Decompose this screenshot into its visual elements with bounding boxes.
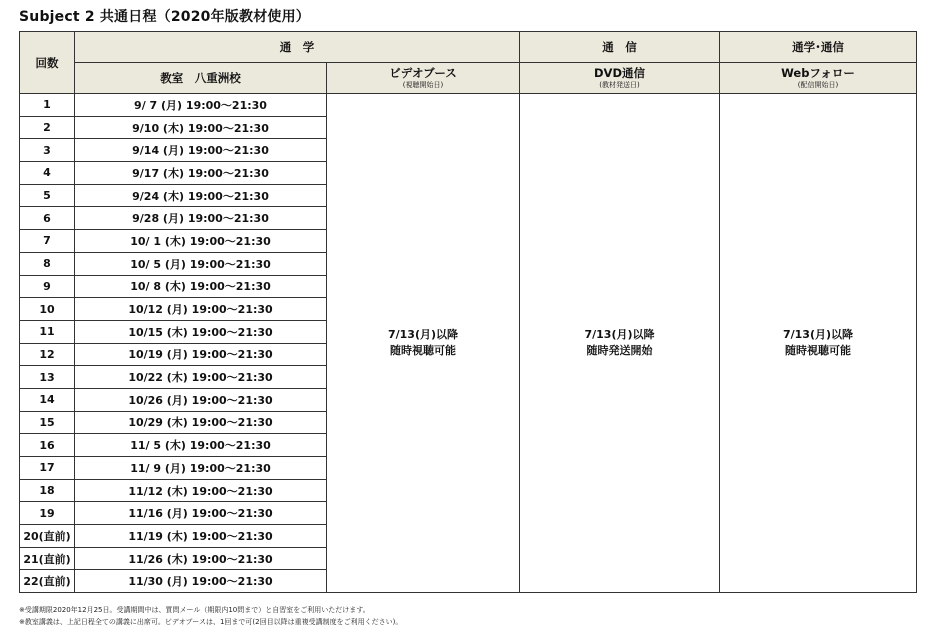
session-number: 13: [20, 366, 75, 389]
session-date: 11/30 (月) 19:00～21:30: [75, 570, 327, 593]
session-date: 9/28 (月) 19:00～21:30: [75, 207, 327, 230]
header-video-sub: (視聴開始日): [402, 80, 444, 89]
header-dvd-sub: (教材発送日): [599, 80, 640, 89]
session-date: 10/15 (木) 19:00～21:30: [75, 320, 327, 343]
session-number: 15: [20, 411, 75, 434]
session-number: 21(直前): [20, 547, 75, 570]
session-number: 7: [20, 230, 75, 253]
header-video-label: ビデオブース: [389, 65, 457, 80]
session-date: 10/ 8 (木) 19:00～21:30: [75, 275, 327, 298]
video-booth-cell-line1: 7/13(月)以降: [387, 328, 459, 342]
session-number: 10: [20, 298, 75, 321]
session-number: 2: [20, 116, 75, 139]
session-number: 9: [20, 275, 75, 298]
header-kaisu: 回数: [20, 32, 75, 94]
session-date: 11/16 (月) 19:00～21:30: [75, 502, 327, 525]
session-number: 3: [20, 139, 75, 162]
session-date: 9/24 (木) 19:00～21:30: [75, 184, 327, 207]
dvd-cell-line1: 7/13(月)以降: [584, 328, 655, 342]
session-date: 11/19 (木) 19:00～21:30: [75, 525, 327, 548]
header-web-sub: (配信開始日): [797, 80, 839, 89]
header-video-booth: [327, 63, 520, 94]
session-number: 4: [20, 162, 75, 185]
session-date: 11/ 9 (月) 19:00～21:30: [75, 457, 327, 480]
dvd-cell-line2: 随時発送開始: [586, 344, 653, 358]
session-date: 10/19 (月) 19:00～21:30: [75, 343, 327, 366]
header-dvd-label: DVD通信: [594, 65, 645, 80]
session-date: 10/ 1 (木) 19:00～21:30: [75, 230, 327, 253]
session-number: 11: [20, 320, 75, 343]
video-booth-cell: [327, 94, 520, 593]
session-date: 10/26 (月) 19:00～21:30: [75, 388, 327, 411]
header-classroom: 教室 八重洲校: [75, 63, 327, 94]
schedule-table: [19, 31, 917, 593]
table-row: [20, 94, 917, 117]
session-number: 20(直前): [20, 525, 75, 548]
header-web-label: Webフォロー: [781, 65, 855, 80]
session-number: 1: [20, 94, 75, 117]
session-number: 18: [20, 479, 75, 502]
session-date: 10/29 (木) 19:00～21:30: [75, 411, 327, 434]
footnote: ※受講期限2020年12月25日。受講期間中は、質問メール（期限内10問まで）と自習室をご利用いただけます。: [19, 606, 370, 614]
session-date: 10/12 (月) 19:00～21:30: [75, 298, 327, 321]
session-number: 17: [20, 457, 75, 480]
session-date: 9/10 (木) 19:00～21:30: [75, 116, 327, 139]
session-date: 11/26 (木) 19:00～21:30: [75, 547, 327, 570]
header-tsugaku-tsushin: 通学･通信: [720, 32, 917, 63]
session-date: 10/22 (木) 19:00～21:30: [75, 366, 327, 389]
dvd-cell: [520, 94, 720, 593]
video-booth-cell-line2: 随時視聴可能: [390, 344, 456, 358]
session-date: 11/12 (木) 19:00～21:30: [75, 479, 327, 502]
session-date: 11/ 5 (木) 19:00～21:30: [75, 434, 327, 457]
header-tsushin: 通 信: [520, 32, 720, 63]
header-web: [720, 63, 917, 94]
footnotes: [19, 604, 402, 628]
web-follow-cell-line2: 随時視聴可能: [785, 344, 851, 358]
header-dvd: [520, 63, 720, 94]
session-date: 9/17 (木) 19:00～21:30: [75, 162, 327, 185]
session-date: 9/14 (月) 19:00～21:30: [75, 139, 327, 162]
header-tsugaku: 通 学: [75, 32, 520, 63]
session-number: 8: [20, 252, 75, 275]
session-date: 10/ 5 (月) 19:00～21:30: [75, 252, 327, 275]
session-number: 19: [20, 502, 75, 525]
footnote: ※教室講義は、上記日程全ての講義に出席可。ビデオブースは、1回まで可(2回目以降は重複受講制度をご利用ください)。: [19, 618, 403, 626]
schedule-body: [20, 94, 917, 593]
session-number: 16: [20, 434, 75, 457]
session-number: 5: [20, 184, 75, 207]
session-number: 12: [20, 343, 75, 366]
page-title: Subject 2 共通日程（2020年版教材使用）: [19, 9, 311, 25]
session-number: 22(直前): [20, 570, 75, 593]
session-number: 14: [20, 388, 75, 411]
web-follow-cell-line1: 7/13(月)以降: [782, 328, 854, 342]
web-follow-cell: [720, 94, 917, 593]
session-date: 9/ 7 (月) 19:00～21:30: [75, 94, 327, 117]
session-number: 6: [20, 207, 75, 230]
